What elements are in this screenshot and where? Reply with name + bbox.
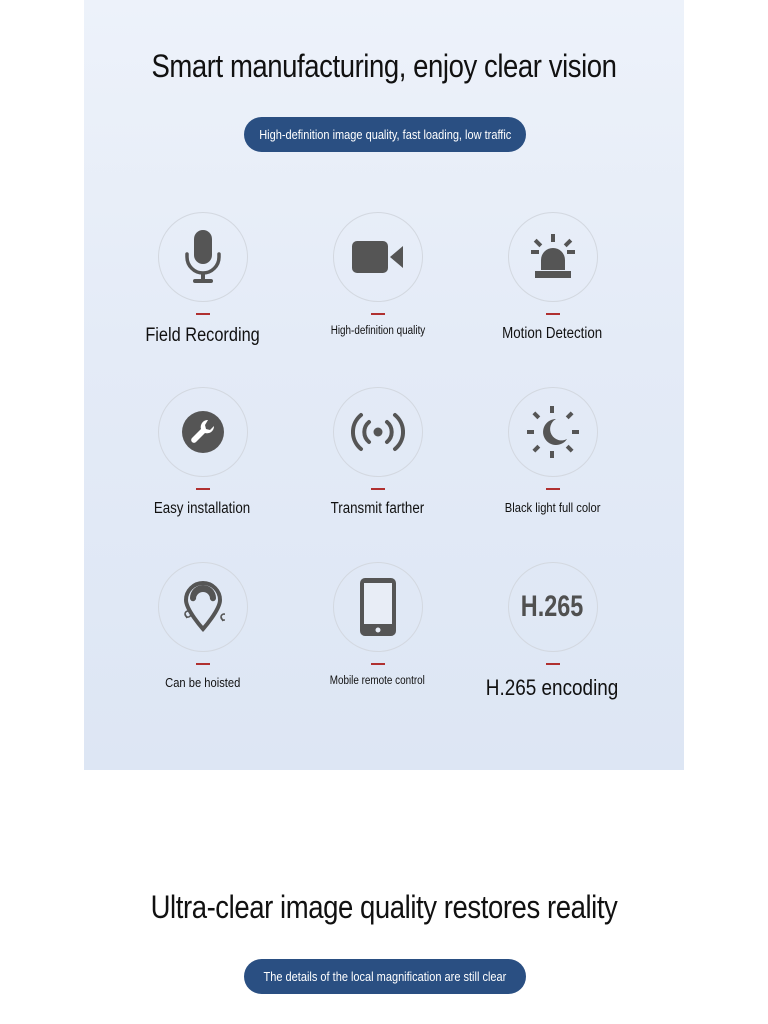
feature-label: Motion Detection bbox=[502, 325, 603, 342]
feature-mobile-remote-control bbox=[290, 562, 465, 687]
feature-transmit-farther bbox=[290, 387, 465, 518]
feature-h265-encoding bbox=[465, 562, 640, 701]
feature-easy-installation bbox=[115, 387, 290, 518]
feature-label: Can be hoisted bbox=[164, 675, 241, 690]
accent-dash bbox=[546, 663, 560, 665]
feature-icon-circle bbox=[508, 387, 598, 477]
signal-broadcast-icon bbox=[351, 412, 405, 452]
accent-dash bbox=[196, 313, 210, 315]
h265-icon: H.265 bbox=[521, 590, 584, 623]
feature-hd-quality bbox=[290, 212, 465, 337]
accent-dash bbox=[371, 663, 385, 665]
feature-black-light-full-color bbox=[465, 387, 640, 515]
video-camera-icon bbox=[352, 240, 404, 274]
location-pin-icon bbox=[181, 581, 225, 633]
accent-dash bbox=[196, 488, 210, 490]
accent-dash bbox=[371, 313, 385, 315]
feature-field-recording bbox=[115, 212, 290, 347]
feature-label: Easy installation bbox=[154, 500, 251, 517]
accent-dash bbox=[196, 663, 210, 665]
section2-subtitle: The details of the local magnification are still clear bbox=[263, 969, 507, 984]
accent-dash bbox=[546, 313, 560, 315]
microphone-icon bbox=[183, 230, 223, 284]
feature-label: Mobile remote control bbox=[329, 675, 426, 687]
feature-label: Transmit farther bbox=[330, 500, 425, 517]
wrench-icon bbox=[181, 410, 225, 454]
feature-icon-circle bbox=[333, 387, 423, 477]
section-title: Smart manufacturing, enjoy clear vision bbox=[151, 48, 617, 84]
feature-icon-circle bbox=[158, 387, 248, 477]
feature-motion-detection bbox=[465, 212, 640, 343]
feature-icon-circle bbox=[158, 212, 248, 302]
accent-dash bbox=[371, 488, 385, 490]
feature-icon-circle bbox=[508, 562, 598, 652]
section2-subtitle-pill bbox=[244, 959, 526, 994]
feature-icon-circle bbox=[158, 562, 248, 652]
feature-label: Field Recording bbox=[145, 325, 260, 346]
feature-can-be-hoisted bbox=[115, 562, 290, 690]
feature-icon-circle bbox=[333, 562, 423, 652]
section-subtitle-pill bbox=[244, 117, 526, 152]
mobile-phone-icon bbox=[358, 577, 398, 637]
sun-moon-icon bbox=[526, 405, 580, 459]
feature-label: H.265 encoding bbox=[486, 675, 619, 700]
section2-title: Ultra-clear image quality restores reality bbox=[150, 889, 618, 925]
feature-icon-circle bbox=[333, 212, 423, 302]
section-subtitle: High-definition image quality, fast loading, low traffic bbox=[258, 127, 512, 142]
feature-label: Black light full color bbox=[504, 500, 601, 515]
feature-label: High-definition quality bbox=[330, 325, 425, 337]
alarm-siren-icon bbox=[528, 232, 578, 282]
accent-dash bbox=[546, 488, 560, 490]
feature-icon-circle bbox=[508, 212, 598, 302]
